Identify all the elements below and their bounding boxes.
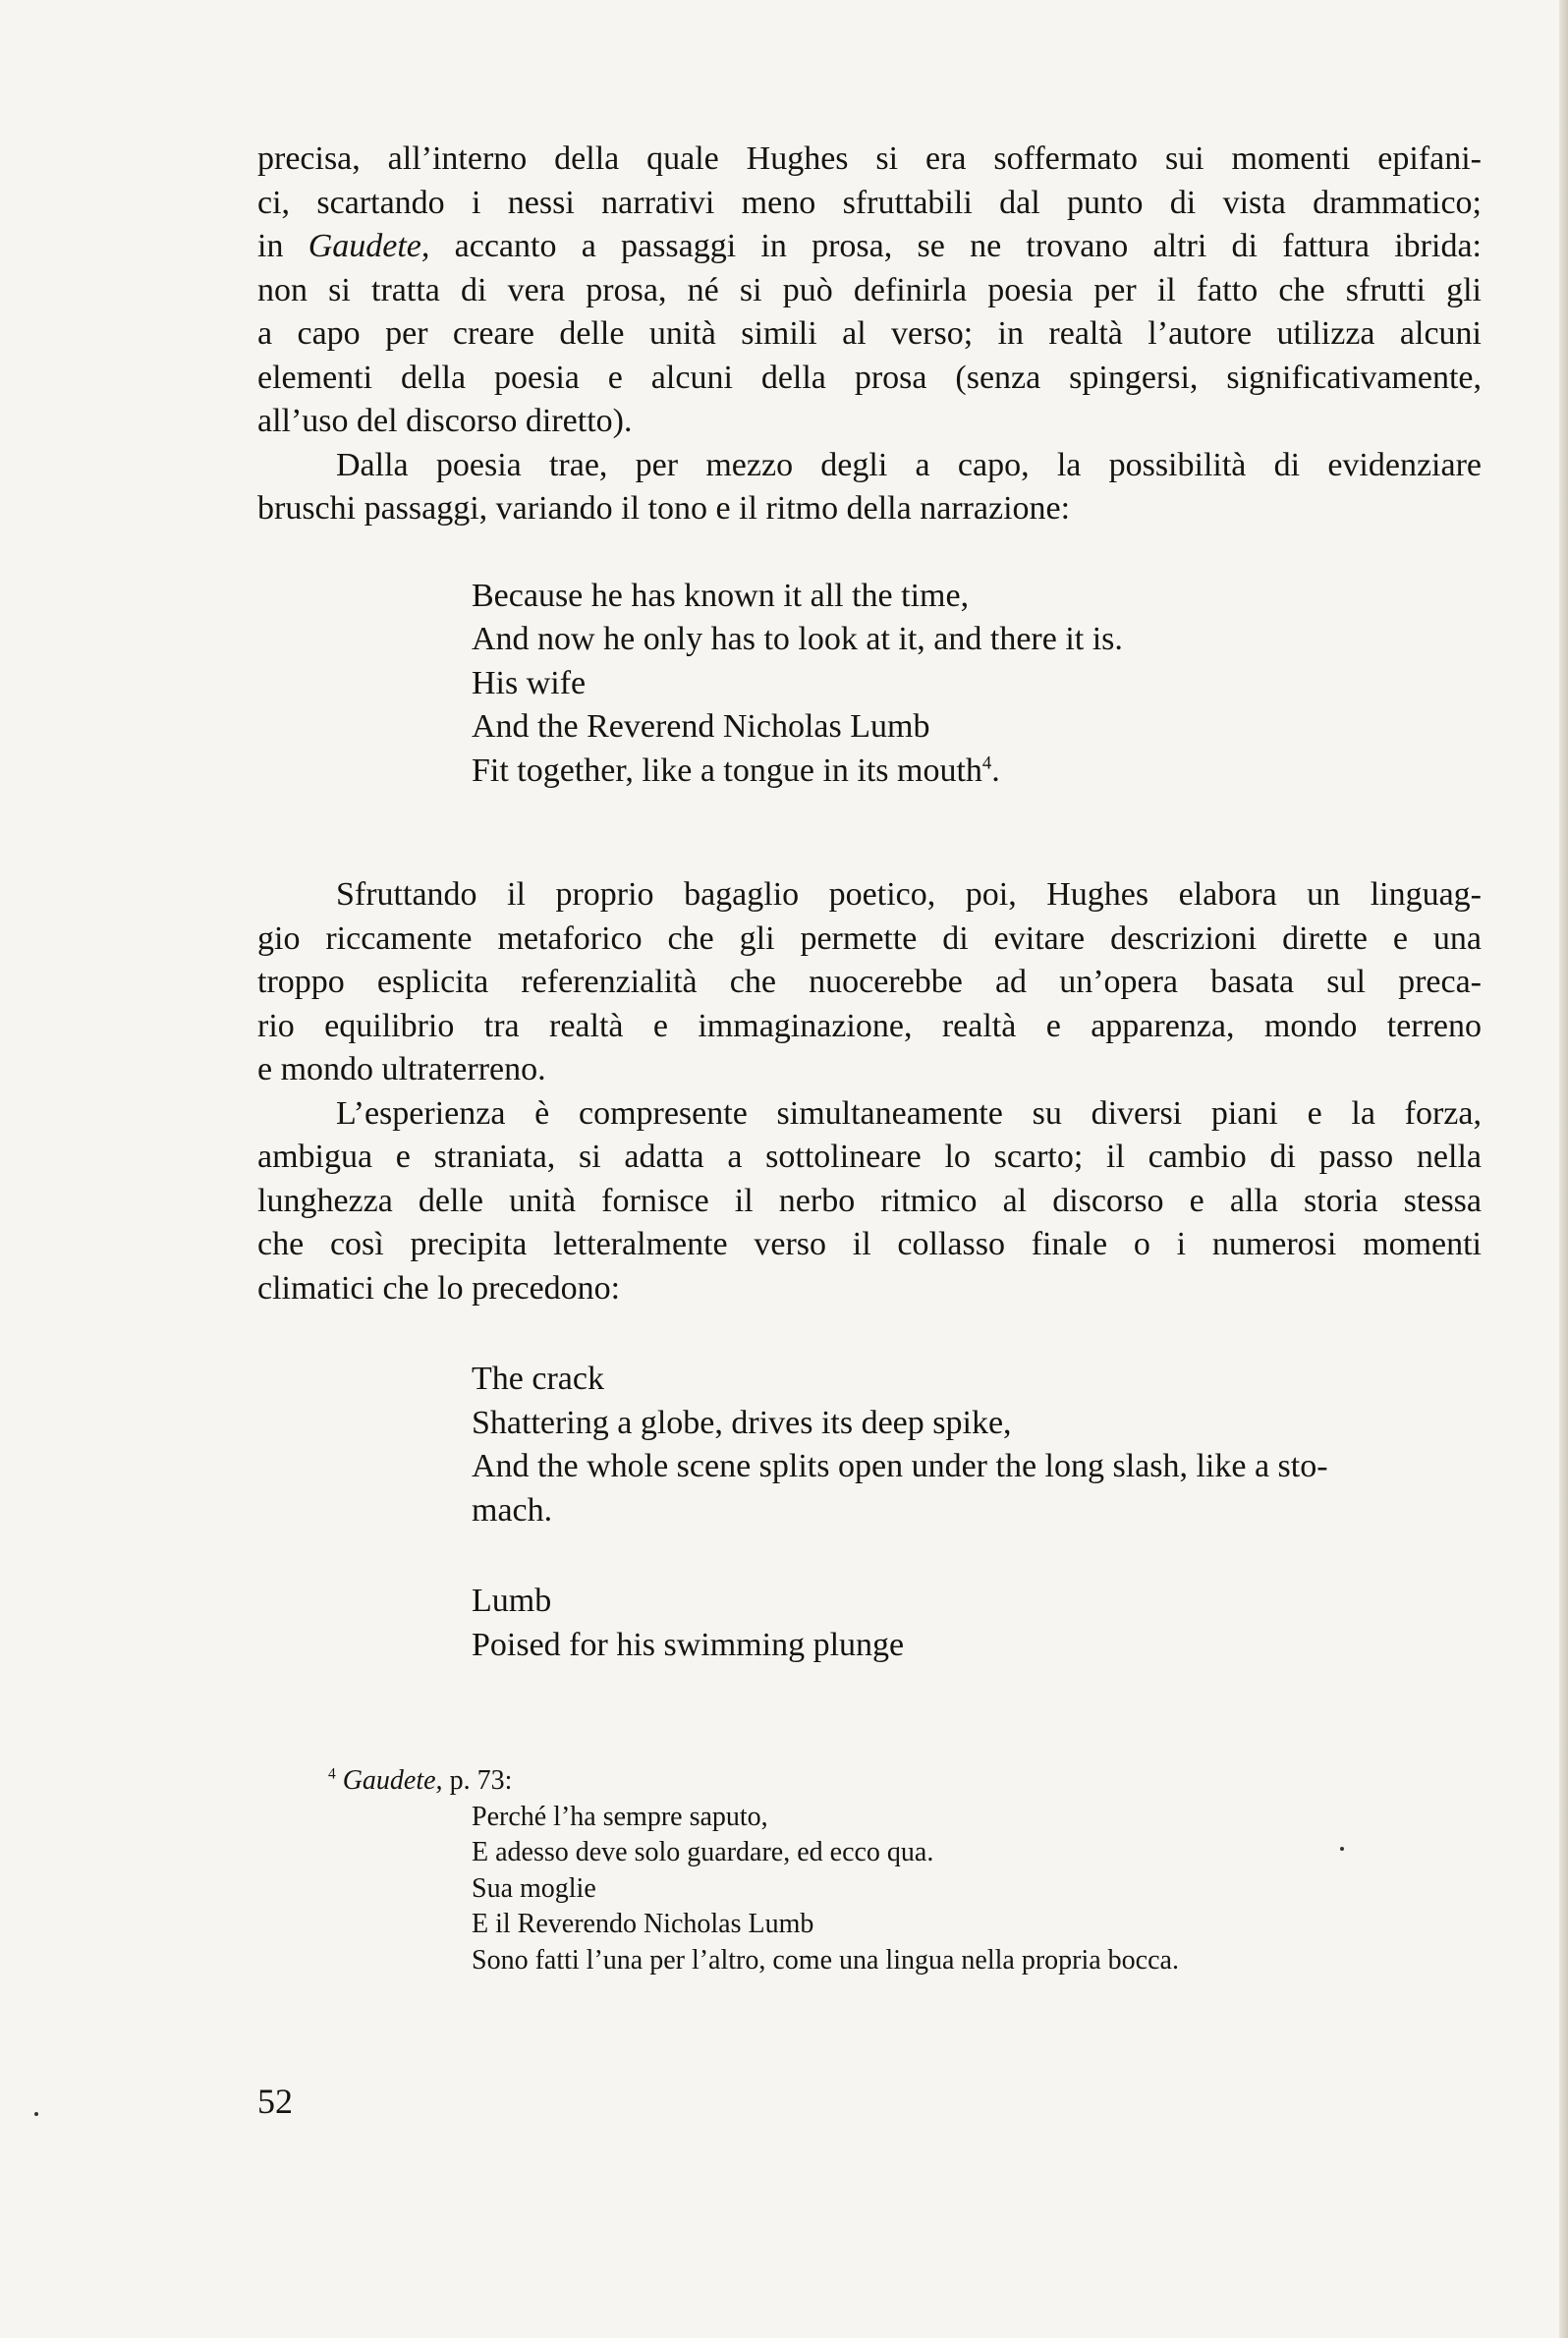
book-title: Gaudete,	[308, 228, 430, 264]
verse-line: And now he only has to look at it, and there it is.	[472, 621, 1123, 657]
text-fragment: accanto a passaggi in prosa, se ne trovano altri di fattura ibrida:	[429, 228, 1482, 264]
verse-quote-3	[257, 1580, 1482, 1667]
paragraph-4	[257, 1092, 1482, 1311]
text-line	[257, 225, 1482, 269]
text-line: elementi della poesia e alcuni della prosa (senza spingersi, significativamente,	[257, 359, 1482, 396]
footnote-line: Perché l’ha sempre saputo,	[472, 1801, 768, 1832]
text-line: troppo esplicita referenzialità che nuocerebbe ad un’opera basata sul preca-	[257, 964, 1482, 1000]
verse-line: Shattering a globe, drives its deep spike,	[472, 1404, 1012, 1441]
verse-line: Because he has known it all the time,	[472, 577, 970, 614]
paragraph-1	[257, 138, 1482, 444]
footnote-source-title: Gaudete,	[342, 1765, 443, 1796]
verse-line	[257, 750, 1482, 794]
text-line: gio riccamente metaforico che gli permette di evitare descrizioni dirette e una	[257, 919, 1482, 957]
text-line: ci, scartando i nessi narrativi meno sfruttabili dal punto di vista drammatico;	[257, 184, 1482, 221]
text-line: che così precipita letteralmente verso il collasso finale o i numerosi momenti	[257, 1226, 1482, 1262]
text-line: L’esperienza è compresente simultaneamente su diversi piani e la forza,	[336, 1094, 1482, 1132]
footnote	[257, 1763, 1482, 1978]
page-number: 52	[257, 2082, 293, 2121]
text-line: Dalla poesia trae, per mezzo degli a capo, la possibilità di evidenziare	[336, 446, 1482, 483]
text-line: rio equilibrio tra realtà e immaginazione, realtà e apparenza, mondo terreno	[257, 1007, 1482, 1044]
footnote-line: E adesso deve solo guardare, ed ecco qua.	[472, 1837, 934, 1867]
footnote-reference: 4	[981, 752, 992, 774]
verse-punctuation: .	[991, 752, 1000, 789]
footnote-number: 4	[328, 1765, 336, 1783]
verse-line: Lumb	[472, 1583, 552, 1619]
verse-line: mach.	[472, 1491, 553, 1529]
page-edge-shadow	[1559, 0, 1568, 2338]
text-line: all’uso del discorso diretto).	[257, 403, 633, 439]
page-body	[257, 138, 1482, 1978]
text-line: a capo per creare delle unità simili al verso; in realtà l’autore utilizza alcuni	[257, 315, 1482, 352]
text-line: ambigua e straniata, si adatta a sottolineare lo scarto; il cambio di passo nella	[257, 1139, 1482, 1175]
footnote-line: Sua moglie	[472, 1872, 596, 1904]
text-line: Sfruttando il proprio bagaglio poetico, poi, Hughes elabora un linguag-	[336, 876, 1482, 913]
verse-line: Poised for his swimming plunge	[472, 1626, 905, 1663]
print-speck	[34, 2112, 38, 2116]
text-line: bruschi passaggi, variando il tono e il ritmo della narrazione:	[257, 490, 1071, 527]
text-line: precisa, all’interno della quale Hughes si era soffermato sui momenti epifani-	[257, 140, 1482, 177]
paragraph-3	[257, 873, 1482, 1092]
footnote-heading	[257, 1763, 1482, 1800]
verse-quote-1	[257, 575, 1482, 794]
verse-line: And the whole scene splits open under the long slash, like a sto-	[472, 1448, 1328, 1484]
print-speck	[1340, 1847, 1344, 1851]
text-line: non si tratta di vera prosa, né si può definirla poesia per il fatto che sfrutti gli	[257, 271, 1482, 308]
paragraph-2	[257, 444, 1482, 531]
text-fragment: in	[257, 228, 308, 264]
text-line: lunghezza delle unità fornisce il nerbo ritmico al discorso e alla storia stessa	[257, 1182, 1482, 1219]
text-line: e mondo ultraterreno.	[257, 1051, 546, 1087]
footnote-line: E il Reverendo Nicholas Lumb	[472, 1909, 814, 1939]
verse-line: And the Reverend Nicholas Lumb	[472, 708, 930, 745]
verse-quote-2	[257, 1358, 1482, 1532]
footnote-line: Sono fatti l’una per l’altro, come una lingua nella propria bocca.	[472, 1944, 1179, 1976]
verse-line: The crack	[472, 1361, 604, 1397]
verse-text: Fit together, like a tongue in its mouth	[472, 752, 982, 789]
footnote-source-page: p. 73:	[442, 1765, 513, 1796]
text-line: climatici che lo precedono:	[257, 1269, 621, 1307]
verse-line: His wife	[472, 664, 587, 701]
